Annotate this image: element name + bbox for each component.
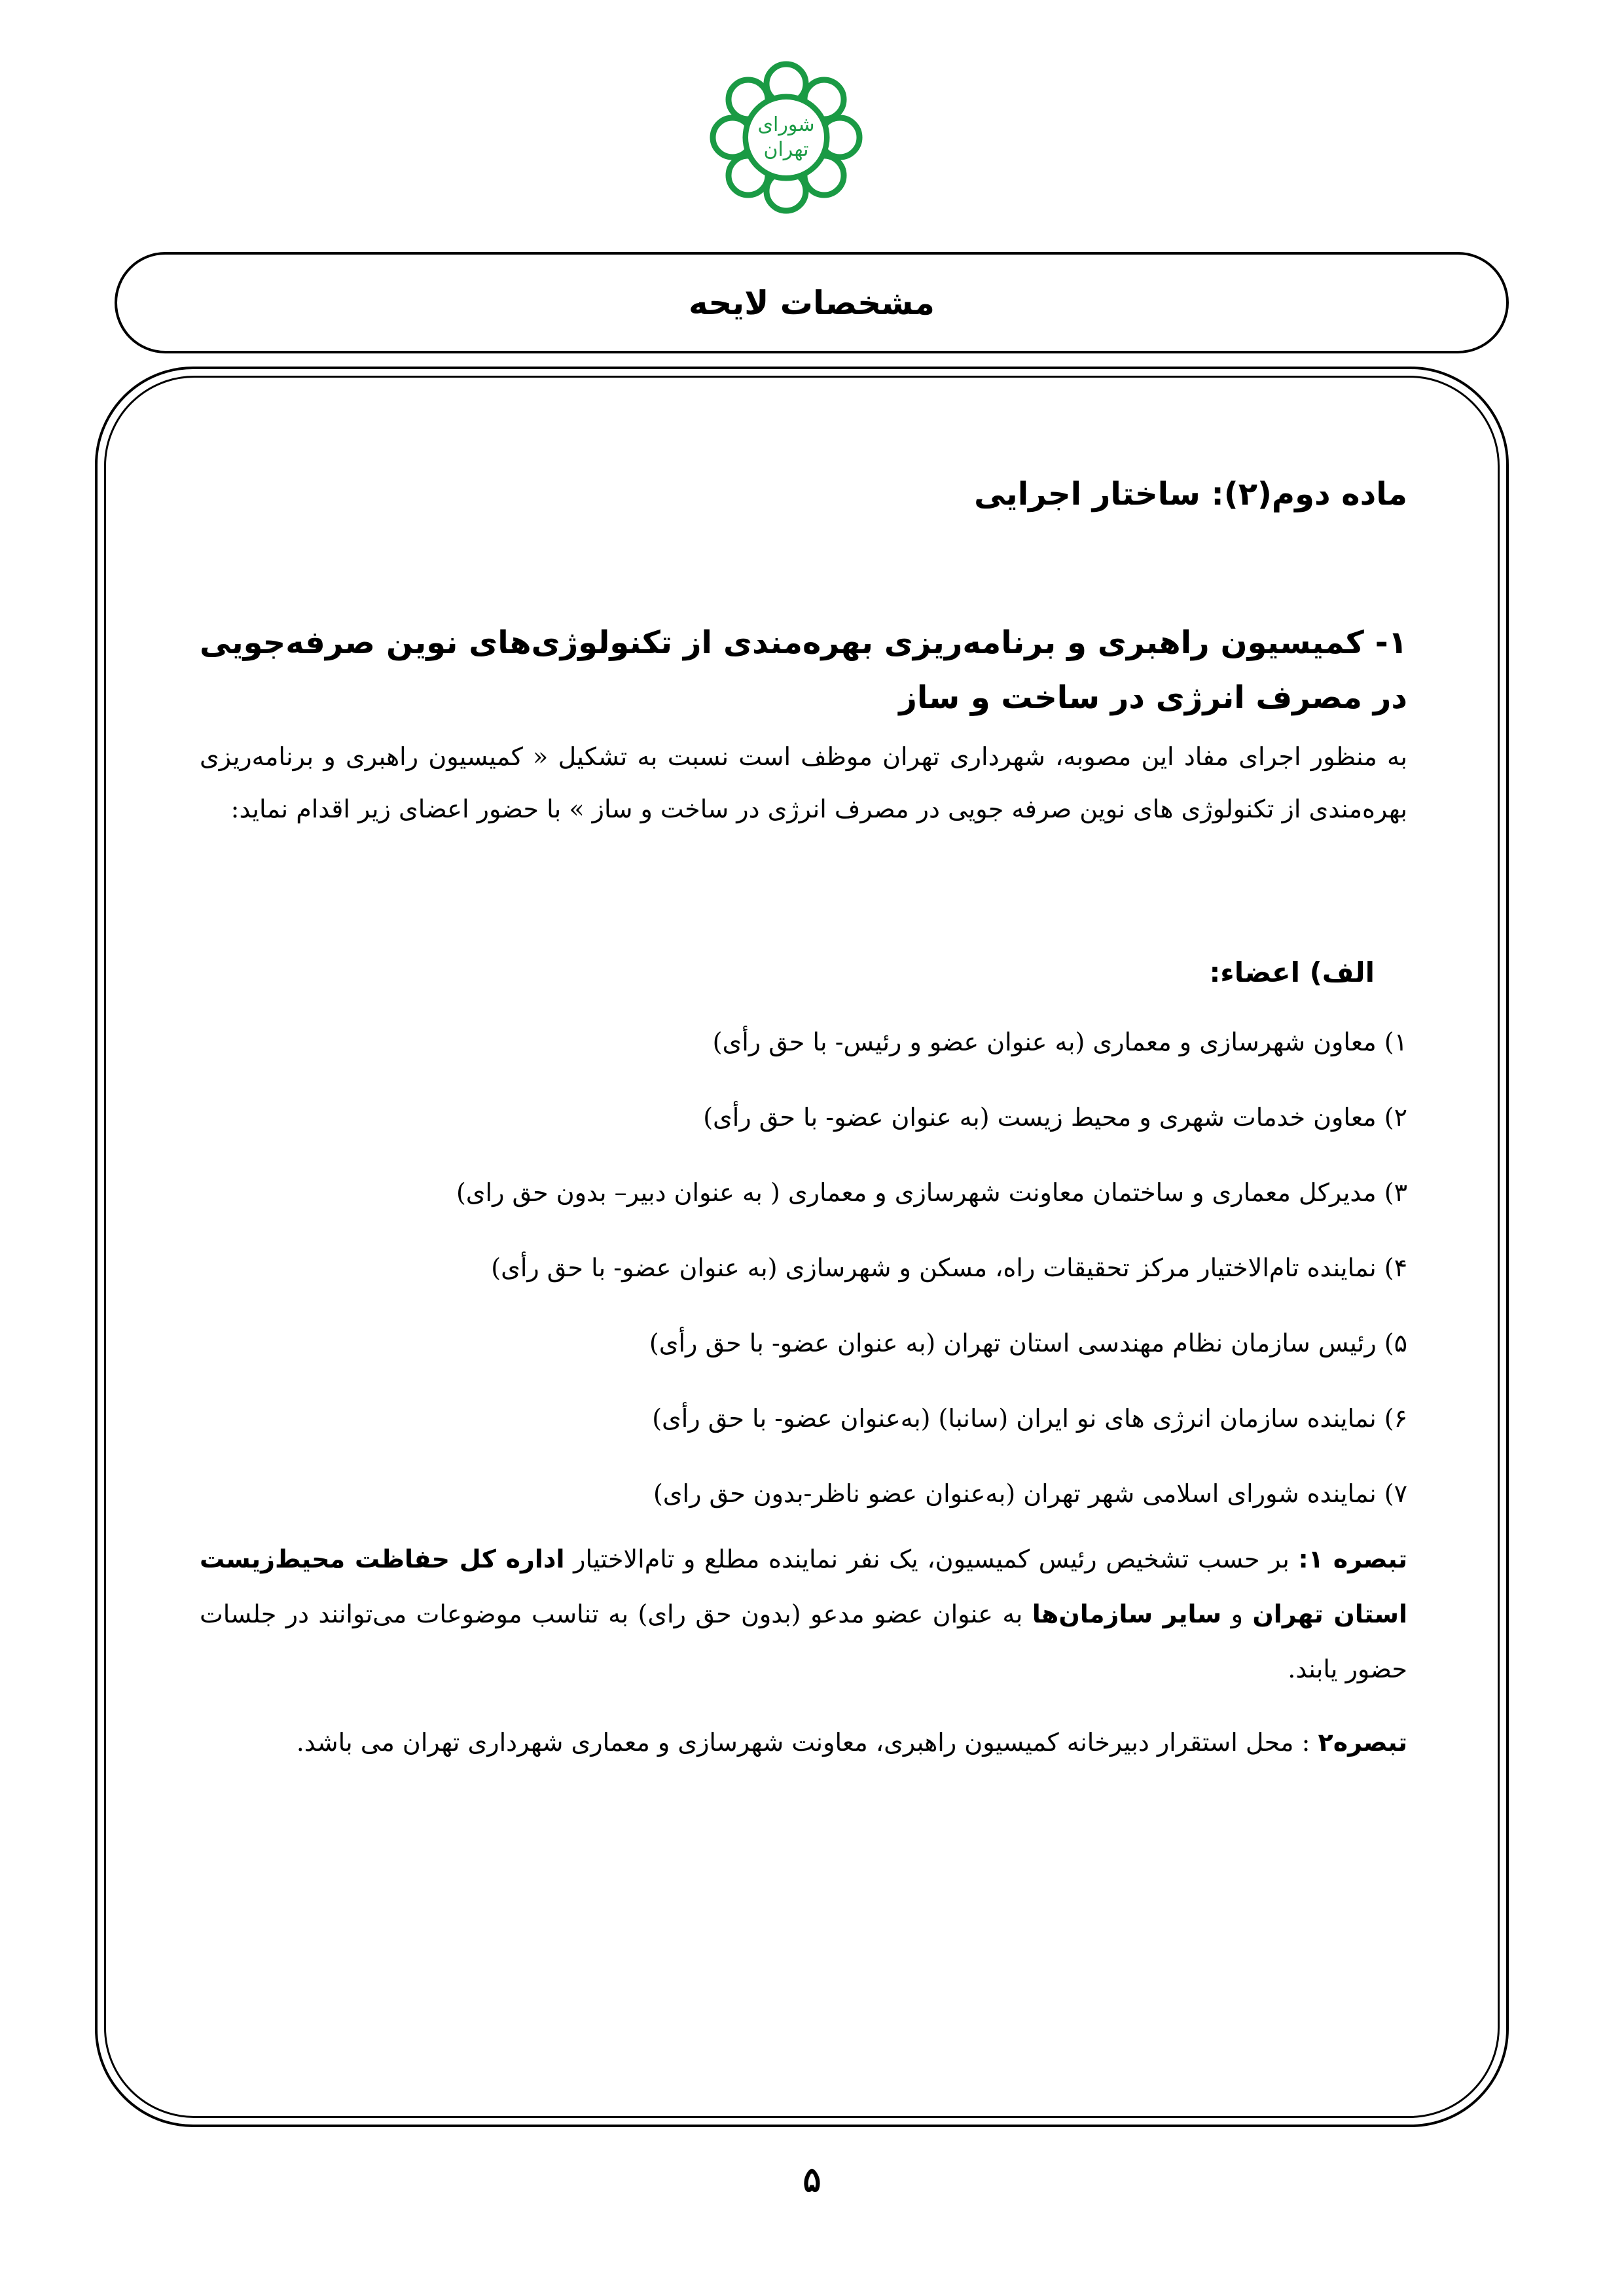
logo-text: شورای — [757, 113, 815, 136]
note-1-text: به عنوان عضو مدعو (بدون حق رای) به تناسب موضوعات می‌توانند در جلسات حضور یابند. — [200, 1600, 1407, 1683]
section-title: ۱- کمیسیون راهبری و برنامه‌ریزی بهره‌مندی از تکنولوژی‌های نوین صرفه‌جویی در مصرف انرژی در ساخت و ساز — [200, 624, 1407, 716]
note-1 — [200, 1532, 1407, 1696]
note-2-label: تبصره۲ — [1318, 1728, 1407, 1757]
members-heading: الف) اعضاء: — [1209, 956, 1375, 988]
note-1-text: و — [1221, 1600, 1253, 1628]
note-2 — [200, 1715, 1407, 1770]
member-item: ۵) رئیس سازمان نظام مهندسی استان تهران (به عنوان عضو- با حق رأی) — [649, 1329, 1407, 1357]
member-item: ۶) نماینده سازمان انرژی های نو ایران (سانبا) (به‌عنوان عضو- با حق رأی) — [652, 1404, 1407, 1433]
document-body — [200, 452, 1407, 1770]
member-item: ۴) نماینده تام‌الاختیار مرکز تحقیقات راه، مسکن و شهرسازی (به عنوان عضو- با حق رأی) — [491, 1253, 1407, 1282]
member-item: ۷) نماینده شورای اسلامی شهر تهران (به‌عنوان عضو ناظر-بدون حق رای) — [653, 1479, 1407, 1508]
note-2-text: : محل استقرار دبیرخانه کمیسیون راهبری، معاونت شهرسازی و معماری شهرداری تهران می باشد. — [296, 1728, 1318, 1757]
intro-paragraph: به منظور اجرای مفاد این مصوبه، شهرداری تهران موظف است نسبت به تشکیل « کمیسیون راهبری و برنامه‌ریزی بهره‌مندی از تکنولوژی های نوین صرفه جویی در مصرف انرژی در ساخت و ساز » با حضور اعضای زیر اقدام نماید: — [200, 742, 1407, 823]
article-title: ماده دوم(۲): ساختار اجرایی — [974, 476, 1407, 512]
header-title: مشخصات لایحه — [689, 283, 935, 322]
note-1-bold-orgs: سایر سازمان‌ها — [1032, 1600, 1222, 1628]
header-box — [115, 252, 1509, 353]
city-council-logo — [708, 59, 865, 216]
member-item: ۳) مدیرکل معماری و ساختمان معاونت شهرسازی و معماری ( به عنوان دبیر– بدون حق رای) — [456, 1178, 1407, 1207]
member-item: ۲) معاون خدمات شهری و محیط زیست (به عنوان عضو- با حق رأی) — [703, 1103, 1407, 1132]
page-number: ۵ — [803, 2160, 821, 2200]
note-1-bold-org: اداره کل حفاظت محیط‌زیست استان تهران — [200, 1545, 1407, 1628]
member-item: ۱) معاون شهرسازی و معماری (به عنوان عضو و رئیس- با حق رأی) — [712, 1028, 1407, 1056]
logo-text: تهران — [763, 138, 809, 161]
note-1-label: تبصره ۱: — [1298, 1545, 1407, 1573]
note-1-text: بر حسب تشخیص رئیس کمیسیون، یک نفر نماینده مطلع و تام‌الاختیار — [564, 1545, 1299, 1573]
